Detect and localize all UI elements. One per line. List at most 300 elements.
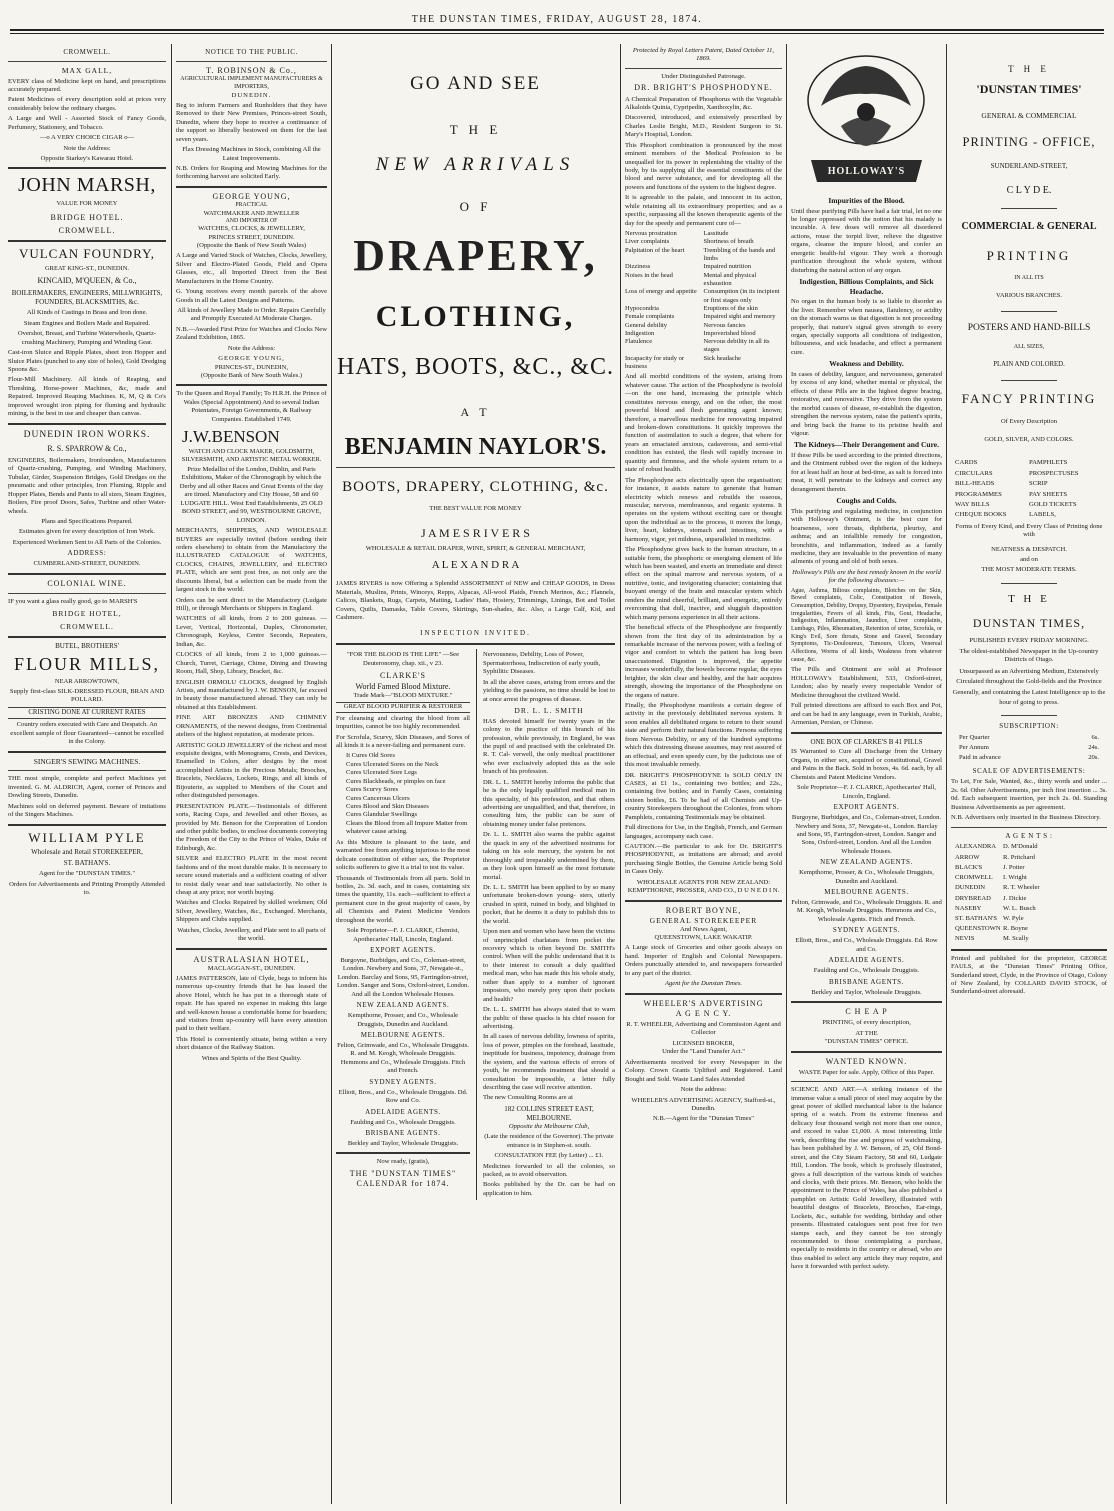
subscription-price: 24s.: [1088, 743, 1099, 751]
boyne-place: QUEENSTOWN, LAKE WAKATIP.: [654, 933, 753, 941]
smith-text: Medicines forwarded to all the colonies, so packed, as to avoid observation.: [482, 1162, 615, 1179]
smith-late: (Late the residence of the Governor). The private entrance is in Stephen-st. south.: [484, 1133, 614, 1149]
agent-name: J. Dickie: [1003, 894, 1027, 902]
benson-body: Prize Medallist of the London, Dublin, and Paris Exhibitions, Maker of the Chronograph by which the Derby and all other Races and Great Events of the day are timed. Manufactory and City House, 58 and 60 LUDGATE HILL. West End Establishments, 25 OLD BOND STREET, and 99, WESTBOURNE GROVE, LONDON.: [179, 466, 324, 524]
condition: Nervous debility in all its stages: [703, 338, 770, 354]
agent-place: ST. BATHAN'S: [955, 915, 998, 922]
benson-text: Watches, Clocks, Jewellery, and Plate sent to all parts of the world.: [177, 926, 326, 943]
vulcan-text: Overshot, Breast, and Turbine Waterwheels, Quartz-crushing Machinery, Pumping and Winding Gear.: [17, 330, 157, 346]
australasian-text: This Hotel is conveniently situate, being within a very short distance of the Railway Station.: [176, 1035, 327, 1052]
office-all-sizes: ALL SIZES,: [1013, 343, 1045, 350]
cheap-title: C H E A P: [845, 1006, 888, 1016]
masthead-title: THE DUNSTAN TIMES, FRIDAY, AUGUST 28, 1874.: [411, 14, 703, 25]
calendar-ready: Now ready, (gratis),: [376, 1158, 430, 1166]
office-general: GENERAL & COMMERCIAL: [981, 110, 1077, 120]
wheeler-address: WHEELER'S ADVERTISING AGENCY, Stafford-st., Dunedin.: [631, 1096, 776, 1112]
cure-item: Cures Blood and Skin Diseases: [346, 803, 429, 811]
clarke-melb-title: MELBOURNE AGENTS.: [360, 1031, 446, 1040]
subscription-table: [959, 733, 1099, 764]
smith-text: Upon men and women who have been the victims of unprincipled charlatans from pocket the recovery which is often beyond Dr. SMITH's control. When will the public understand that it is to their interest to consult a duly qualified medical man, who has made this his whole study, rather than apply to a number of ignorant impostors, who merely prey upon their pockets and health?: [482, 928, 615, 1003]
robinson-town: DUNEDIN.: [231, 91, 272, 99]
young-sub: PRACTICAL: [235, 202, 268, 209]
robinson-text: N.B. Orders for Reaping and Mowing Machines for the forthcoming harvest are solicited Early.: [176, 165, 327, 181]
bright-text: Finally, the Phosphodyne manifests a certain degree of activity in the previously debilitated nervous system. It soon enables all debilitated organs to return to their sound state and perform their natural functions. Persons suffering from Nervous Debility, or any of the hundred symptoms which this distressing disease assumes, may rest assured of an effectual, and even speedy cure, by the judicious use of this most invaluable remedy.: [625, 702, 782, 769]
young-street: PRINCES STREET, DUNEDIN.: [208, 233, 295, 241]
of-label: O F: [459, 199, 492, 215]
agent-place: DUNEDIN: [955, 884, 986, 892]
office-every: Of Every Description: [1001, 417, 1057, 425]
divider: [8, 593, 166, 594]
paper-oldest: The oldest-established Newspaper in the Up-country Districts of Otago.: [959, 647, 1099, 664]
young-importer: AND IMPORTER OF: [225, 217, 278, 224]
condition: Eruptions of the skin: [703, 304, 758, 312]
wine-hotel: BRIDGE HOTEL,: [52, 609, 122, 619]
agent-name: W. Pyle: [1003, 915, 1024, 922]
clarke-great: GREAT BLOOD PURIFIER & RESTORER: [336, 702, 470, 712]
clarke-pills-bris-title: BRISBANE AGENTS.: [829, 977, 904, 986]
maxgall-text: Patent Medicines of every description sold at prices very considerably below the ordinary charges.: [8, 96, 166, 112]
the-label: T H E: [449, 122, 502, 138]
wanted-body: WASTE Paper for sale. Apply, Office of this Paper.: [798, 1068, 935, 1076]
bright-text: And all morbid conditions of the system, arising from whatever cause. The action of the Phosphodyne is twofold—on the one hand, increasing the principle which constitutes nervous energy, and on the other, the most powerful blood and flesh generating agent known; therefore, a marvellous medicine for renovating impaired and broken-down constitutions. It quickly improves the function of assimilation to such a degree, that where for years an emaciated anxious, cadaverous, and semi-vital condition has existed, the flesh will rapidly increase in quantity and firmness, and the whole system return to a state of robust health.: [625, 373, 782, 474]
divider: [625, 900, 782, 902]
smith-text: In all the above cases, arising from errors and the yielding to the passions, no time should be lost to at once arrest the progress of disease.: [482, 678, 615, 703]
divider: [1001, 380, 1057, 381]
wine-body: IF you want a glass really good, go to MARSH'S: [8, 597, 138, 605]
holloway-diseases: Ague, Asthma, Bilious complaints, Blotches on the Skin, Bowel complaints, Colic, Constipation of Bowels, Consumption, Debility, Dropsy, Dysentery, Erysipelas, Female irregularities, Fevers of all kinds, Fits, Gout, Headache, Indigestion, Inflammation, Jaundice, Liver complaints, Lumbago, Piles, Rheumatism, Retention of urine, Scrofula, or King's Evil, Sore throats, Stone and Gravel, Secondary Symptoms, Tic-Douloureux, Tumours, Ulcers, Venereal Affections, Worms of all kinds, Weakness from whatever cause, &c.: [791, 587, 942, 663]
smith-text: Dr. L. L. SMITH also warns the public against the quack in any of the advertised nostrums for taking on his sole mercury, the system be not thoroughly and irreparably undermined by them, as they look upon himself as the most fortunate mortal.: [482, 831, 615, 881]
young-text: All kinds of Jewellery Made to Order. Repairs Carefully and Promptly Executed At Moderate Charges.: [177, 306, 326, 323]
vulcan-trades: BOILERMAKERS, ENGINEERS, MILLWRIGHTS, FOUNDERS, BLACKSMITHS, &c.: [11, 289, 163, 307]
paper-unsurpassed: Unsurpassed as an Advertising Medium, Extensively Circulated throughout the Gold-fields and the Province Generally, and containing the Latest Intelligence up to the hour of going to press.: [952, 667, 1106, 707]
divider: [8, 240, 166, 242]
divider: [1001, 583, 1057, 584]
condition: Trembling of the hands and limbs: [703, 246, 776, 263]
young-opposite: (Opposite the Bank of New South Wales): [196, 241, 307, 249]
benson-text: FINE ART BRONZES AND CHIMNEY ORNAMENTS, of the newest designs, from Continental ateliers of the highest reputation, at moderate prices.: [176, 714, 327, 739]
maxgall-cigar: —o A VERY CHOICE CIGAR o—: [39, 134, 135, 142]
pyle-place: ST. BATHAN'S.: [63, 859, 111, 868]
service-item: LABELS,: [1029, 511, 1056, 519]
clarke-pills-adel-list: Faulding and Co., Wholesale Druggists.: [813, 967, 920, 975]
bright-text: It is agreeable to the palate, and innocent in its action, while retaining all its extraordinary properties; and as a specific, surpassing all the known therapeutic agents of the day for the speedy and permanent cure of—: [625, 194, 782, 227]
butel-place: NEAR ARROWTOWN,: [54, 677, 120, 685]
divider: [8, 423, 166, 425]
patent-line: Protected by Royal Letters Patent, Dated October 11, 1869.: [632, 47, 775, 63]
butel-crushing: CRISTING DONE AT CURRENT RATES: [8, 707, 166, 720]
clarke-pills-melb-title: MELBOURNE AGENTS.: [824, 888, 909, 897]
office-commercial: COMMERCIAL & GENERAL: [961, 221, 1097, 233]
cure-item: Cures Glandular Swellings: [346, 811, 418, 819]
wanted-title: WANTED KNOWN.: [825, 1056, 908, 1066]
benson-text: Orders can be sent direct to the Manufactory (Ludgate Hill), or through Merchants or Shippers in England.: [176, 596, 327, 613]
clarke-pills-bris-list: Berkley and Taylor, Wholesale Druggists.: [811, 988, 922, 996]
butel-title: FLOUR MILLS,: [13, 653, 160, 674]
condition: Flatulence: [625, 338, 653, 346]
divider: [8, 167, 166, 169]
scale-nb: N.B. Advertisers only inserted in the Business Directory.: [951, 814, 1101, 822]
young-trade: WATCHMAKER AND JEWELLER: [203, 209, 300, 217]
condition: Impoverished blood: [703, 329, 756, 337]
divider: [8, 573, 166, 575]
office-branches: VARIOUS BRANCHES.: [996, 292, 1062, 300]
sparrow-title: DUNEDIN IRON WORKS.: [23, 429, 151, 440]
bright-text: The Phosphodyne gives back to the human structure, in a suitable form, the phosphoric or energising element of life which has been wasted, and exerts an immediate and direct effect on the spinal marrow and nervous system, of a nutritive, tonic, and invigorating character; containing that buoyant energy of the brain and muscular system which renders the mind cheerful, brilliant, and energetic, entirely overcoming that dull, inactive, and sluggish disposition which many persons experience in all their actions.: [625, 546, 782, 621]
maxgall-address: Opposite Starkey's Kawarau Hotel.: [40, 155, 134, 163]
service-item: CIRCULARS: [955, 469, 993, 477]
bright-text: DR. BRIGHT'S PHOSPHODYNE Is SOLD ONLY IN CASES, at £1 1s., containing two bottles; and 22s., containing five bottles; and in Family Cases, containing sixteen bottles, £6. To be had of all Chemists and Up-country Storekeepers throughout the Colonies, from whom Pamphlets, containing Testimonials may be obtained.: [625, 771, 782, 821]
agent-name: R. T. Wheeler: [1003, 884, 1040, 892]
divider: [951, 949, 1107, 951]
lower-ads: [336, 649, 615, 1200]
weakness-title: Weakness and Debility.: [829, 359, 904, 369]
subscription-period: Paid in advance: [959, 754, 1001, 762]
masthead: [0, 0, 1114, 44]
smith-fee: CONSULTATION FEE (by Letter) ... £1.: [494, 1152, 604, 1160]
divider: [8, 636, 166, 638]
column-rule: [171, 44, 172, 1504]
coughs-title: Coughs and Colds.: [836, 496, 897, 506]
clarke-text: For Scrofula, Scurvy, Skin Diseases, and Sores of all kinds it is a never-failing and permanent cure.: [336, 733, 470, 749]
column-3: [336, 44, 615, 1504]
vulcan-firm: KINCAID, M'QUEEN, & Co.,: [37, 276, 137, 286]
vulcan-text: Flour-Mill Machinery. All kinds of Reaping, and Threshing, Horse-power Machines, &c, made and Repaired. Improved Reaping Machines. K, M, Q & Co's improved wrought iron piping for fluming and hydraulic mining, is the best in use and cheaper than canvas.: [8, 376, 166, 418]
office-neat: NEATNESS & DESPATCH.: [991, 545, 1067, 553]
wheeler-under: Under the "Land Transfer Act.": [662, 1048, 745, 1056]
scale-title: SCALE OF ADVERTISEMENTS:: [972, 767, 1086, 776]
condition: Palpitation of the heart: [625, 246, 685, 254]
clarke-pills-proprietor: Sole Proprietor—F. J. CLARKE, Apothecaries' Hall, Lincoln, England.: [797, 784, 936, 800]
clarke-pills-nz-list: Kempthorne, Prosser, & Co., Wholesale Druggists, Dunedin and Auckland.: [799, 869, 934, 885]
divider: [8, 770, 166, 771]
agent-place: ARROW: [955, 853, 980, 861]
australasian-text: Wines and Spirits of the Best Quality.: [201, 1054, 302, 1062]
science-art-body: SCIENCE AND ART.—A striking instance of the immense value a small piece of steel may acquire by the great power of skilled mechanical labor is the balance spring of a watch. From its extreme fineness and delicacy four thousand weigh not more than one ounce, and exceed in value £1,000. A most interesting little work, describing the rise and progress of watchmaking, has been published by J. W. Benson, of 25, Old Bond-street, and the City Steam Factory, 58 and 60, Ludgate Hill, London. The book, which is profusely illustrated, gives a full description of the various kinds of watches and clocks, with their prices. Mr. Benson, who holds the appointment to the Prince of Wales, has also published a pamphlet on Artistic Gold Jewellery, illustrated with beautiful designs of Bracelets, Brooches, Ear-rings, Lockets, &c., suitable for wedding, birthday and other presents. Illustrated catalogues sent post free for two stamps each, and they cannot be too strongly recommended to those contemplating a purchase, especially to residents in the country or abroad, who are thus enabled to select any article they may require, and have it forwarded with perfect safety.: [791, 1086, 942, 1271]
wheeler-title: WHEELER'S ADVERTISING: [643, 998, 764, 1008]
vulcan-text: All Kinds of Castings in Brass and Iron done.: [26, 309, 148, 317]
australasian-title: AUSTRALASIAN HOTEL,: [193, 953, 310, 964]
divider: [336, 643, 615, 645]
impurities-title: Impurities of the Blood.: [828, 196, 905, 205]
holloway-list-intro: Holloway's Pills are the best remedy known in the world for the following diseases:—: [792, 568, 941, 585]
condition: Shortness of breath: [703, 238, 754, 246]
wheeler-sub: A G E N C Y.: [675, 1008, 732, 1018]
condition: Sick headache: [703, 354, 741, 362]
goandsee: GO AND SEE: [410, 73, 541, 94]
subscription-title: SUBSCRIPTION:: [999, 721, 1059, 730]
agent-name: M. Scally: [1003, 935, 1029, 943]
agent-place: CROMWELL: [955, 874, 993, 882]
young-name-2: GEORGE YOUNG,: [218, 355, 285, 363]
service-item: PAMPHLETS: [1029, 459, 1068, 467]
australasian-street: MACLAGGAN-ST., DUNEDIN.: [207, 964, 296, 972]
cure-item: Cures Blackheads, or pimples on face: [346, 777, 446, 785]
clarke-pills-melb-list: Felton, Grimwade, and Co., Wholesale Druggists. R. and M. Keogh, Wholesale Druggists. Hemmons and Co., Wholesale Agents. Fitch and French.: [791, 899, 942, 923]
robinson-text: Flax Dressing Machines in Stock, combining All the Latest Improvements.: [182, 146, 321, 162]
clarke-bris-list: Berkley and Taylor, Wholesale Druggists.: [347, 1139, 459, 1147]
office-terms: THE MOST MODERATE TERMS.: [981, 566, 1077, 574]
cheap-at: AT THE: [855, 1029, 878, 1037]
clarke-bris-title: BRISBANE AGENTS.: [365, 1128, 441, 1137]
office-street: SUNDERLAND-STREET,: [990, 162, 1068, 171]
divider: [336, 1152, 470, 1154]
benson-text: Watches and Clocks Repaired by skilled workmen; Old Silver, Jewellery, Watches, &c., Exchanged. Merchants, Shippers and Clubs supplied.: [176, 899, 327, 924]
divider: [176, 384, 327, 386]
maxgall-note: Note the Address:: [63, 144, 111, 152]
office-printing: PRINTING: [986, 248, 1072, 264]
cheap-office: "DUNSTAN TIMES" OFFICE.: [824, 1038, 909, 1046]
holloway-text: Full printed directions are affixed to each Box and Pot, and can be had in any language, even in Turkish, Arabic, Armenian, Persian, or Chinese.: [791, 702, 942, 727]
boyne-agent: Agent for the Dunstan Times.: [664, 980, 743, 988]
sparrow-text: Estimates given for every description of Iron Work.: [19, 528, 155, 536]
bright-text: CAUTION.—Be particular to ask for Dr. BRIGHT'S PHOSPHODYNE, as imitations are abroad; and avoid purchasing Single Bottles, the Genuine Article being Sold in Cases Only.: [625, 843, 782, 876]
indigestion-body: No organ in the human body is so liable to disorder as the liver. Remember when nausea, flatulency, or acidity on the stomach warns us that digestion is not proceeding properly, that nature's signal gives strength to every organ, specially supports all conditions of indigestion, biliousness, and sick headache, and effect a permanent cure.: [791, 298, 942, 356]
sparrow-address: CUMBERLAND-STREET, DUNEDIN.: [33, 560, 141, 568]
clarke-nz-list: Kempthorne, Prosser, and Co., Wholesale Druggists, Dunedin and Auckland.: [347, 1012, 459, 1028]
office-posters: POSTERS AND HAND-BILLS: [967, 322, 1091, 333]
agent-name: R. Pritchard: [1003, 853, 1035, 861]
agent-name: I. Wright: [1003, 874, 1027, 882]
clarke-ad: [336, 649, 470, 1200]
agent-name: W. L. Busch: [1003, 904, 1036, 912]
wheeler-nb: N.B.—Agent for the "Dunstan Times": [653, 1115, 754, 1123]
bright-sub: A Chemical Preparation of Phosphorus with the Vegetable Alkaloids Quinia, Cypripedin, Xanthoxylin, &c.: [625, 95, 782, 111]
young-text: G. Young receives every month parcels of the above Goods in all the Latest Designs and Patterns.: [176, 288, 327, 304]
sparrow-address-label: ADDRESS:: [67, 549, 107, 558]
wheeler-note: Note the address:: [680, 1086, 727, 1094]
weakness-body: In cases of debility, languor, and nervousness, generated by excess of any kind, whether mental or physical, the effects of these Pills are in the highest degree bracing, restorative, and renovative. They drive from the system the morbid causes of disease, re-establish the digestion, strengthen the nervous system, raise the patient's spirits, and bring back the frame to its pristine health and vigour.: [791, 370, 942, 437]
subscription-period: Per Annum: [959, 743, 989, 751]
drapery-headline: DRAPERY,: [353, 230, 598, 280]
vulcan-title: VULCAN FOUNDRY,: [18, 246, 156, 262]
wheeler-licensed: LICENSED BROKER,: [672, 1039, 735, 1047]
sparrow-firm: R. S. SPARROW & Co.,: [47, 443, 127, 453]
imprint: Printed and published for the proprietor, GEORGE FAULS, at the "Dunstan Times" Printing Office, Sunderland street, Clyde, in the Province of Otago, Colony of New Zealand, by COLLARD DAVID STOCK, of Sunderland-street aforesaid.: [951, 954, 1107, 996]
cure-item: Cures Scurvy Sores: [346, 786, 399, 794]
benson-text: CLOCKS of all kinds, from 2 to 1,000 guineas.—Church, Turret, Carriage, Chime, Dining and Drawing Room, Hall, Shop, Library, Bracket, &c.: [176, 651, 327, 676]
condition: Female complaints: [625, 313, 675, 321]
service-item: CHEQUE BOOKS: [955, 511, 1007, 519]
naylor-headline: BENJAMIN NAYLOR'S.: [344, 434, 607, 461]
column-rule: [620, 44, 621, 1504]
agent-place: DRYBREAD: [955, 894, 991, 902]
office-forms: Forms of Every Kind, and Every Class of Printing done with: [955, 522, 1103, 539]
benson-text: ARTISTIC GOLD JEWELLERY of the richest and most exquisite designs, with Monograms, Crests, and Devices, Enamelled in Colors, after designs by the most accomplished Artists in the Precious Metals; Brooches, Bracelets, Necklaces, Lockets, Rings, and all kinds of Bijouterie, as supplied to Members of the Court and other distinguished personages.: [176, 741, 327, 800]
young-name: GEORGE YOUNG,: [212, 191, 291, 201]
holloway-text: The Pills and Ointment are sold at Professor HOLLOWAY's Establishment, 533, Oxford-street, London; also by nearly every respectable Vendor of Medicine throughout the civilized World.: [791, 666, 942, 699]
smith-text: Dr. L. L. SMITH has always stated that to warn the public of these quacks is his chief reason for advertising.: [482, 1006, 615, 1030]
divider: [8, 751, 166, 753]
cure-item: Cures Ulcerated Sores on the Neck: [346, 760, 439, 768]
rivers-body: JAMES RIVERS is now Offering a Splendid ASSORTMENT of NEW and CHEAP GOODS, in Dress Materials, Muslins, Prints, Winceys, Repps, Alpacas, All-wool Plaids, French Merinos, &c.; Flannels, Calicos, Blankets, Rugs, Carpets, Matting, Ladies' Hats, Hosiery, Trimmings, Linings, Bot and Toilet Covers, Quilts, Damasks, Table Covers, Skirtings, Sun-shades, &c. Also, a Large Calf, Kid, and Cashmere.: [336, 580, 615, 622]
smith-name: DR. L. L. SMITH: [514, 706, 584, 716]
butel-firm: BUTEL, BROTHERS': [55, 641, 119, 650]
young-street-2: PRINCES-ST., DUNEDIN,: [214, 363, 289, 371]
divider: [625, 993, 782, 995]
condition: Liver complaints: [625, 238, 670, 246]
agents-table: [955, 842, 1103, 944]
rivers-trade: WHOLESALE & RETAIL DRAPER, WINE, SPIRIT, & GENERAL MERCHANT,: [365, 544, 586, 552]
benson-text: SILVER and ELECTRO PLATE in the most recent fashions and of the most durable make. It is necessary to secure sound materials and a sufficient coating of silver to resist daily wear and tear satisfactorily. No other is cheap at any price; nor worth buying.: [176, 855, 327, 897]
maxgall-name: MAX GALL,: [61, 65, 113, 75]
bright-conditions-table: [625, 230, 782, 371]
benson-text: WATCHES of all kinds, from 2 to 200 guineas. — Lever, Vertical, Horizontal, Duplex, Chronometer, Chronograph, Keyless, Centre Seconds, Repeaters, Indian, &c.: [176, 615, 327, 648]
bright-text: Full directions for Use, in the English, French, and German languages, accompany each case.: [625, 824, 782, 840]
smith-address: 182 COLLINS STREET EAST, MELBOURNE.: [504, 1104, 594, 1122]
smith-text: In all cases of nervous debility, lowness of spirits, loss of power, pimples on the forehead, lassitude, ineptitude for business, impotency, drainage from the system, and the various effects of errors of youth, he recommends treatment that should a consultation be impossible, a letter fully describing the case will receive attention.: [482, 1033, 615, 1092]
clarke-nz-title: NEW ZEALAND AGENTS.: [356, 1001, 450, 1010]
marsh-name: JOHN MARSH,: [18, 174, 156, 197]
kidneys-title: The Kidneys—Their Derangement and Cure.: [794, 440, 939, 450]
wine-town: CROMWELL.: [60, 622, 114, 632]
divider: [791, 1051, 942, 1053]
divider: [8, 61, 166, 62]
smith-ad: [483, 649, 615, 1200]
divider: [8, 824, 166, 826]
clarke-adel-list: Faulding and Co., Wholesale Druggists.: [350, 1118, 456, 1126]
column-2: [176, 44, 327, 1504]
office-town: C L Y D E.: [1006, 185, 1052, 197]
condition: General debility: [625, 321, 668, 329]
robinson-body: Beg to inform Farmers and Runholders that they have Removed to their New Premises, Princes-street South, Dunedin, where they hope to receive a continuance of the support so liberally bestowed on them for the last seven years.: [176, 101, 327, 143]
agent-place: NEVIS: [955, 935, 975, 943]
condition: Nervous fancies: [703, 321, 746, 329]
condition: Impaired sight and memory: [703, 313, 776, 321]
bright-name: DR. BRIGHT'S PHOSPHODYNE.: [634, 83, 773, 93]
benson-text: PRESENTATION PLATE.—Testimonials of different sorts, Racing Cups, and Jewelled and other Boxes, as provided by Mr. Benson for the Corporation of London and other public bodies, to enclose documents conveying the Freedom of the City to the Prince of Wales, Duke of Edinburgh, &c.: [176, 802, 327, 852]
patronage: Under Distinguished Patronage.: [661, 72, 746, 80]
maxgall-text: A Large and Well - Assorted Stock of Fancy Goods, Perfumery, Stationery, and Tobacco.: [8, 115, 166, 131]
australasian-body: JAMES PATTERSON, late of Clyde, begs to inform his numerous up-country friends that he has leased the above Hotel, which he has put in a thorough state of repair. He has spared no expense in making this large and well-known house a comfortable home for boarders; and visitors from up-country will have every attention paid to their welfare.: [176, 974, 327, 1033]
divider: [791, 732, 942, 734]
service-item: PROGRAMMES: [955, 490, 1002, 498]
cure-item: Cures Cancerous Ulcers: [346, 794, 410, 802]
indigestion-title: Indigestion, Billious Complaints, and Sick Headache.: [799, 277, 934, 296]
benson-text: ENGLISH ORMOLU CLOCKS, designed by English Artists, and manufactured by J. W. BENSON, far exceed in beauty those manufactured abroad. They can only be obtained at this Establishment.: [176, 678, 327, 711]
column-4: [625, 44, 782, 1504]
vulcan-text: Steam Engines and Boilers Made and Repaired.: [23, 319, 151, 327]
subscription-price: 6s.: [1091, 733, 1099, 741]
vulcan-street: GREAT KING-ST., DUNEDIN.: [44, 264, 130, 272]
paper-published: PUBLISHED EVERY FRIDAY MORNING.: [969, 637, 1089, 645]
clarke-text: As this Mixture is pleasant to the taste, and warranted free from anything injurious to the most delicate constitution of either sex, the Proprietor solicits sufferers to give it a trial to test its value.: [336, 838, 470, 872]
kidneys-body: If these Pills be used according to the printed directions, and the Ointment rubbed over the region of the kidneys for at least half an hour at bed-time, as salt is forced into meat, it will penetrate to the kidneys and correct any derangement therein.: [791, 452, 942, 493]
clarke-pills-export-list: Burgoyne, Burbidges, and Co., Coleman-street, London. Newbery and Sons, 37, Newgate-st., London. Barclay and Sons, 95, Farringdon-street, London. Sanger and Sons, Oxford-street, London. And all the London Wholesale Houses.: [791, 814, 942, 855]
inspection-invited: INSPECTION INVITED.: [420, 628, 531, 637]
divider: [176, 61, 327, 62]
cure-item: It Cures Old Sores: [346, 752, 395, 760]
agent-place: ALEXANDRA: [955, 843, 997, 851]
condition: Hypocondria: [625, 304, 659, 312]
office-fancy: FANCY PRINTING: [961, 391, 1097, 407]
singer-body: THE most simple, complete and perfect Machines yet invented. G. M. ALDRICH, Agent, corner of Princes and Dowling Streets, Dunedin.: [8, 775, 166, 800]
column-6: [951, 44, 1107, 1504]
smith-body: HAS devoted himself for twenty years in the colony to the practice of this branch of his profession, while previously, in England, he was the pupil of and practised with the celebrated Dr. R. T. Cal- verwell, the only medical practitioner who ever exclusively adopted this as the sole branch of his profession.: [482, 717, 615, 776]
young-text: N.B.—Awarded First Prize for Watches and Clocks New Zealand Exhibition, 1865.: [176, 325, 327, 342]
smith-list: Nervousness, Debility, Loss of Power, Spermatorrhoea, Indiscretion of early youth, Syphilitic Diseases.: [482, 651, 601, 676]
butel-text: Country orders executed with Care and Despatch. An excellent sample of flour Guaranteed—cannot be excelled in the Colony.: [10, 721, 164, 746]
marsh-town: CROMWELL.: [58, 226, 116, 236]
smith-text: DR. L. L. SMITH hereby informs the public that he is the only legally qualified medical man in this specialty, of his profession, and that others advertising are unqualified, and that, therefore, in consulting him, the public can be sure of obtaining money under false pretences.: [482, 778, 615, 828]
pyle-orders: Orders for Advertisements and Printing Promptly Attended to.: [9, 880, 165, 896]
divider: [951, 827, 1107, 828]
wheeler-text: Advertisements received for every Newspaper in the Colony. Crown Grants Uplifted and Registered. Land Bought and Sold. Waste Land Sales Attended: [625, 1058, 782, 1083]
marsh-hotel: BRIDGE HOTEL.: [50, 212, 124, 222]
clarke-pills-syd-title: SYDNEY AGENTS.: [832, 926, 901, 935]
bright-text: The beneficial effects of the Phosphodyne are frequently shown from the first day of its administration by a remarkable increase of the nervous power, with a feeling of vigor and comfort to which the patient has long been unaccustomed. Digestion is improved, the appetite increases wonderfully, the bowels become regular, the eyes brighter, the skin clear and healthy, and the hair acquires strength, showing the importance of the Phosphodyne on the organs of nature.: [625, 624, 782, 699]
rivers-name: J A M E S R I V E R S: [421, 525, 530, 540]
benson-logo: J.W.BENSON: [182, 427, 280, 447]
calendar-the: THE "DUNSTAN TIMES": [349, 1168, 457, 1178]
agent-name: R. Boyne: [1003, 925, 1028, 933]
masthead-rule: [10, 29, 1104, 31]
condition: Consumption (in its incipient or first stages only: [703, 288, 780, 304]
wheeler-text: R. T. WHEELER, Advertising and Commission Agent and Collector: [626, 1021, 781, 1037]
service-item: PROSPECTUSES: [1029, 469, 1079, 477]
masthead-rule-thin: [10, 33, 1104, 34]
clarke-pills-body: IS Warranted to Cure all Discharge from the Urinary Organs, in either sex, acquired or constitutional, Gravel and Pains in the Back. Sold in boxes, 4s. 6d. each, by all Chemists and Patent Medicine Vendors.: [791, 748, 942, 781]
clarke-pills-nz-title: NEW ZEALAND AGENTS.: [820, 858, 913, 867]
new-arrivals: NEW ARRIVALS: [375, 153, 576, 175]
service-item: PAY SHEETS: [1029, 490, 1068, 498]
benson-trade: WATCH AND CLOCK MAKER, GOLDSMITH, SILVERSMITH, AND ARTISTIC METAL WORKER.: [181, 447, 322, 463]
condition: Mental and physical exhaustion: [703, 271, 757, 287]
service-item: WAY BILLS: [955, 500, 990, 508]
benson-appointments: To the Queen and Royal Family; To H.R.H. the Prince of Wales (Special Appointment) And to several Indian Potentates, Foreign Governments, & Railway Companies. Established 1749.: [176, 390, 327, 423]
rivers-town: A L E X A N D R A: [431, 559, 520, 572]
holloway-seal-illustration: [791, 48, 942, 196]
column-rule: [946, 44, 947, 1504]
condition: Loss of energy and appetite: [625, 288, 697, 296]
clarke-pills-adel-title: ADELAIDE AGENTS.: [828, 956, 905, 965]
young-goods: WATCHES, CLOCKS, & JEWELLERY,: [198, 225, 305, 233]
divider: [1001, 715, 1057, 716]
clarke-text: For cleansing and clearing the blood from all impurities, cannot be too highly recommended.: [336, 714, 470, 731]
butel-supply: Supply first-class SILK-DRESSED FLOUR, BRAN AND POLLARD.: [9, 687, 165, 704]
condition: Incapacity for study or business: [625, 354, 685, 371]
cure-item: Cures Ulcerated Sore Legs: [346, 769, 417, 777]
vulcan-text: Cast-iron Sluice and Ripple Plates, sheet iron Hopper and Sluice Plates (punched to any size of holes), Gold Dredging Spoons &c.: [8, 349, 166, 373]
young-body: A Large and Varied Stock of Watches, Clocks, Jewellery, Silver and Electro-Plated Goods, Field and Opera Glasses, etc., all Imported Direct from the Best Manufacturers in the Home Country.: [176, 252, 327, 285]
clarke-proprietor: Sole Proprietor—F. J. CLARKE, Chemist, Apothecaries' Hall, Lincoln, England.: [346, 927, 460, 943]
boyne-trade: GENERAL STOREKEEPER: [649, 915, 758, 925]
singer-text: Machines sold on deferred payment. Beware of imitations of the Singers Machines.: [8, 802, 166, 819]
bright-text: Discovered, introduced, and extensively prescribed by Charles Leslie Bright, M.D., Resident Surgeon to St. Mary's Hospital, London.: [625, 114, 782, 139]
impurities-body: Until these purifying Pills have had a fair trial, let no one be longer oppressed with the notion that his malady is incurable. A few doses will remove all disordered actions, rouse the torpid liver, relieve the digestive organs, cleanse the impure blood, and confer an energetic health-ful vigour. They work a thorough purification throughout the whole system, without disturbing the natural action of any organ.: [791, 207, 942, 274]
benson-text: MERCHANTS, SHIPPERS, AND WHOLESALE BUYERS are especially invited (before sending their orders elsewhere) to obtain from the Manufactory the ILLUSTRATED CATALOGUE of WATCHES, CLOCKS, CHAINS, JEWELLERY, and ELECTRO PLATE, which are sent post free, as not only are the discounts liberal, but a selection can be made from the largest stock in the world.: [176, 527, 327, 594]
divider: [791, 1001, 942, 1003]
best-value: THE BEST VALUE FOR MONEY: [429, 505, 522, 513]
pyle-role: Wholesale and Retail STOREKEEPER,: [31, 848, 143, 857]
condition: Impaired nutrition: [703, 263, 751, 271]
smith-opposite: Opposite the Melbourne Club,: [508, 1122, 590, 1130]
sparrow-body: ENGINEERS, Boilermakers, Ironfounders, Manufacturers of Quartz-crushing, Pumping, and Winding Machinery, Tubular, Girder, Suspension Bridges, Gold Dredges on the pneumatic and other principles, Iron Fluming, Ripple and Hopper Plates, Bends and Pants to all sizes, Steam Engines, Boilers, Fire proof Doors, Safes, Turbine and other Water-wheels.: [8, 456, 166, 515]
condition: Lassitude: [703, 230, 729, 238]
divider: [1001, 311, 1057, 312]
clarke-export-list: Burgoyne, Burbidges, and Co., Coleman-street, London. Newbery and Sons, 37, Newgate-st., London. Barclay and Sons, 95, Farringdon-street, London. Sanger and Sons, Oxford-street, London. And all the London Wholesale Houses.: [336, 957, 470, 998]
agent-place: BLACK'S: [955, 863, 983, 871]
cure-item: Clears the Blood from all Impure Matter from whatever cause arising.: [346, 819, 468, 836]
agent-place: QUEENSTOWN: [955, 925, 1001, 933]
clarke-syd-list: Elliott, Bros., and Co., Wholesale Druggists. Dd. Row and Co.: [338, 1088, 468, 1105]
column-rule: [331, 44, 332, 1504]
clarke-mixture: World Famed Blood Mixture.: [355, 681, 451, 691]
condition: Indigestion: [625, 329, 655, 337]
column-rule: [786, 44, 787, 1504]
smith-text: The new Consulting Rooms are at: [482, 1094, 573, 1102]
boyne-body: A Large stock of Groceries and other goods always on hand. Importer of English and Colonial Newspapers. Orders punctually attended to, and newspapers forwarded to any part of the district.: [625, 944, 782, 977]
office-title: 'DUNSTAN TIMES': [976, 81, 1082, 96]
